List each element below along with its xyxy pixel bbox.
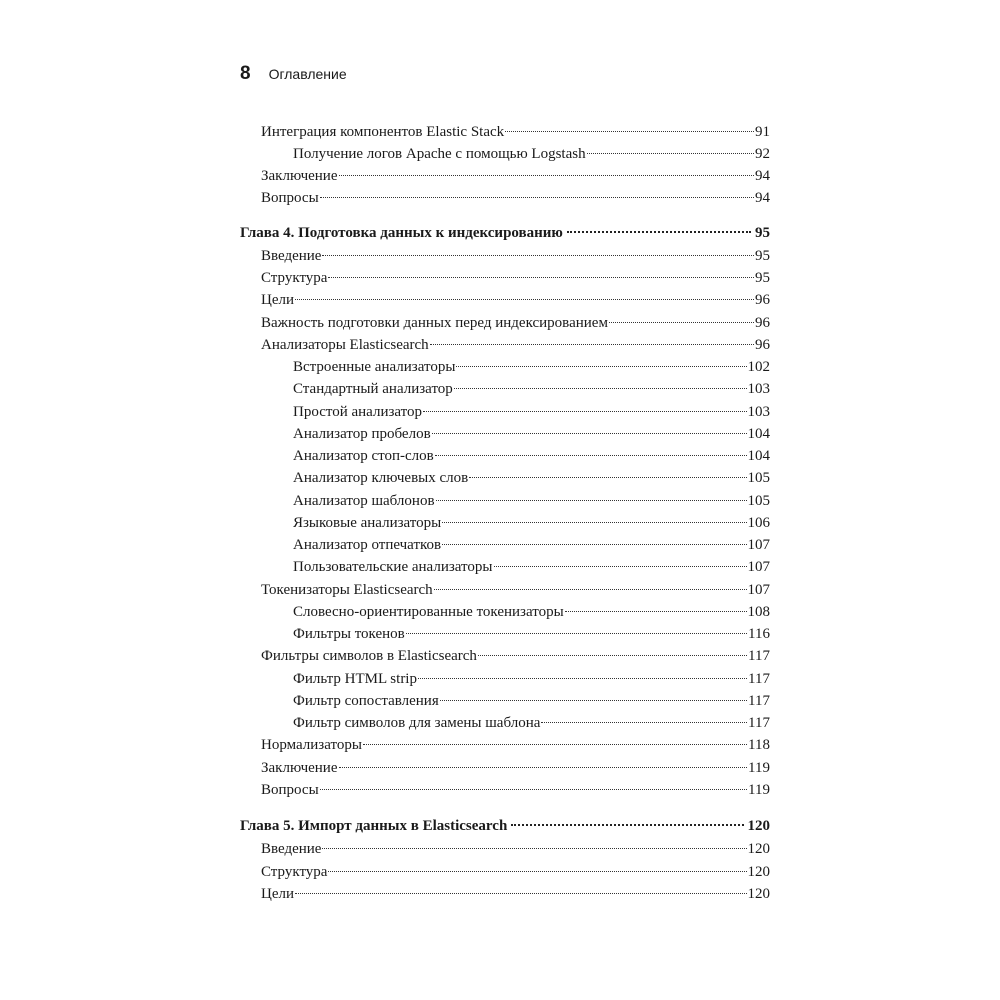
dot-leader xyxy=(456,365,746,367)
dot-leader xyxy=(442,543,746,545)
toc-entry-page: 105 xyxy=(747,470,770,486)
dot-leader xyxy=(587,152,754,154)
toc-entry-page: 120 xyxy=(747,886,770,902)
dot-leader xyxy=(469,476,746,478)
toc-entry-page: 94 xyxy=(755,168,770,184)
toc-entry-page: 95 xyxy=(755,248,770,264)
toc-section-row xyxy=(240,579,770,601)
toc-entry-title: Встроенные анализаторы xyxy=(293,359,456,375)
toc-entry-page: 94 xyxy=(755,190,770,206)
toc-entry-page: 106 xyxy=(747,515,770,531)
toc-entry-page: 96 xyxy=(755,337,770,353)
dot-leader xyxy=(454,387,747,389)
toc-entry-title: Стандартный анализатор xyxy=(293,381,453,397)
dot-leader xyxy=(418,677,747,679)
toc-entry-title: Получение логов Apache с помощью Logstash xyxy=(293,146,586,162)
toc-entry-title: Простой анализатор xyxy=(293,404,423,420)
toc-entry-title: Нормализаторы xyxy=(261,737,362,753)
toc-entry-title: Вопросы xyxy=(261,782,319,798)
dot-leader xyxy=(295,298,754,300)
toc-entry-title: Структура xyxy=(261,864,328,880)
toc-section-row xyxy=(240,121,770,143)
dot-leader xyxy=(567,230,751,233)
toc-entry-title: Структура xyxy=(261,270,328,286)
toc-entry-title: Анализаторы Elasticsearch xyxy=(261,337,429,353)
dot-leader xyxy=(430,343,754,345)
toc-entry-page: 104 xyxy=(747,448,770,464)
toc-entry-page: 107 xyxy=(747,559,770,575)
toc-entry-page: 107 xyxy=(747,537,770,553)
dot-leader xyxy=(442,521,746,523)
toc-entry-page: 119 xyxy=(748,760,770,776)
toc-entry-page: 102 xyxy=(747,359,770,375)
dot-leader xyxy=(434,588,747,590)
toc-section-row xyxy=(240,334,770,356)
toc-entry-page: 103 xyxy=(747,404,770,420)
toc-entry-title: Фильтры токенов xyxy=(293,626,405,642)
toc-entry-title: Фильтр HTML strip xyxy=(293,671,417,687)
toc-entry-title: Анализатор стоп-слов xyxy=(293,448,434,464)
dot-leader xyxy=(339,766,748,768)
toc-section-row xyxy=(240,779,770,801)
toc-entry-page: 95 xyxy=(755,225,770,241)
toc-entry-page: 116 xyxy=(748,626,770,642)
toc-entry-page: 119 xyxy=(748,782,770,798)
toc-section-row xyxy=(240,245,770,267)
toc-section-row xyxy=(240,838,770,860)
toc-entry-page: 96 xyxy=(755,315,770,331)
toc-entry-title: Важность подготовки данных перед индексированием xyxy=(261,315,608,331)
dot-leader xyxy=(494,565,747,567)
toc-entry-title: Фильтр сопоставления xyxy=(293,693,439,709)
toc-entry-title: Цели xyxy=(261,292,295,308)
toc-entry-title: Анализатор пробелов xyxy=(293,426,431,442)
dot-leader xyxy=(423,410,746,412)
toc-entry-page: 107 xyxy=(747,582,770,598)
running-title: Оглавление xyxy=(268,66,347,82)
dot-leader xyxy=(565,610,747,612)
toc-entry-title: Глава 4. Подготовка данных к индексированию xyxy=(240,225,563,241)
toc-subsection-row xyxy=(240,690,770,712)
toc-entry-page: 108 xyxy=(747,604,770,620)
toc-entry-title: Вопросы xyxy=(261,190,319,206)
dot-leader xyxy=(541,721,747,723)
toc-entry-page: 120 xyxy=(747,864,770,880)
toc-entry-title: Введение xyxy=(261,248,322,264)
toc-subsection-row xyxy=(240,534,770,556)
toc-subsection-row xyxy=(240,401,770,423)
toc-subsection-row xyxy=(240,712,770,734)
toc-subsection-row xyxy=(240,623,770,645)
toc-entry-title: Языковые анализаторы xyxy=(293,515,442,531)
toc-section-row xyxy=(240,757,770,779)
dot-leader xyxy=(322,847,746,849)
dot-leader xyxy=(440,699,747,701)
toc-entry-page: 96 xyxy=(755,292,770,308)
toc-section-row xyxy=(240,267,770,289)
toc-entry-title: Глава 5. Импорт данных в Elasticsearch xyxy=(240,818,508,834)
toc-entry-title: Пользовательские анализаторы xyxy=(293,559,493,575)
toc-entry-title: Анализатор ключевых слов xyxy=(293,470,469,486)
dot-leader xyxy=(478,654,747,656)
toc-entry-page: 103 xyxy=(747,381,770,397)
toc-section-row xyxy=(240,645,770,667)
toc-entry-page: 104 xyxy=(747,426,770,442)
dot-leader xyxy=(295,892,746,894)
toc-section-row xyxy=(240,165,770,187)
table-of-contents xyxy=(240,0,770,1000)
toc-entry-page: 120 xyxy=(747,841,770,857)
toc-section-row xyxy=(240,289,770,311)
dot-leader xyxy=(322,254,754,256)
toc-section-row xyxy=(240,187,770,209)
toc-entry-title: Цели xyxy=(261,886,295,902)
toc-entry-page: 117 xyxy=(748,693,770,709)
toc-entry-title: Интеграция компонентов Elastic Stack xyxy=(261,124,505,140)
dot-leader xyxy=(505,130,754,132)
toc-entry-title: Введение xyxy=(261,841,322,857)
toc-subsection-row xyxy=(240,378,770,400)
toc-entry-title: Заключение xyxy=(261,168,338,184)
toc-entry-page: 117 xyxy=(748,715,770,731)
toc-subsection-row xyxy=(240,490,770,512)
toc-subsection-row xyxy=(240,467,770,489)
toc-entry-title: Анализатор отпечатков xyxy=(293,537,442,553)
toc-subsection-row xyxy=(240,143,770,165)
toc-entry-title: Токенизаторы Elasticsearch xyxy=(261,582,433,598)
toc-entry-page: 91 xyxy=(755,124,770,140)
toc-chapter-row xyxy=(240,222,770,244)
dot-leader xyxy=(511,823,743,826)
dot-leader xyxy=(363,743,747,745)
toc-entry-title: Анализатор шаблонов xyxy=(293,493,435,509)
toc-entry-page: 92 xyxy=(755,146,770,162)
dot-leader xyxy=(435,454,747,456)
toc-entry-page: 120 xyxy=(747,818,770,834)
toc-subsection-row xyxy=(240,356,770,378)
toc-entry-title: Фильтры символов в Elasticsearch xyxy=(261,648,477,664)
page-number: 8 xyxy=(240,63,251,84)
dot-leader xyxy=(320,196,754,198)
toc-subsection-row xyxy=(240,556,770,578)
toc-subsection-row xyxy=(240,512,770,534)
toc-subsection-row xyxy=(240,445,770,467)
dot-leader xyxy=(432,432,747,434)
toc-entry-title: Фильтр символов для замены шаблона xyxy=(293,715,541,731)
toc-section-row xyxy=(240,883,770,905)
toc-chapter-row xyxy=(240,815,770,837)
toc-section-row xyxy=(240,312,770,334)
dot-leader xyxy=(320,788,747,790)
toc-section-row xyxy=(240,734,770,756)
toc-section-row xyxy=(240,861,770,883)
dot-leader xyxy=(436,499,747,501)
dot-leader xyxy=(339,174,755,176)
toc-entry-page: 117 xyxy=(748,648,770,664)
toc-subsection-row xyxy=(240,668,770,690)
dot-leader xyxy=(328,276,754,278)
toc-entry-page: 95 xyxy=(755,270,770,286)
dot-leader xyxy=(406,632,747,634)
toc-entry-page: 117 xyxy=(748,671,770,687)
toc-entry-title: Словесно-ориентированные токенизаторы xyxy=(293,604,564,620)
toc-subsection-row xyxy=(240,601,770,623)
dot-leader xyxy=(609,321,754,323)
toc-entry-title: Заключение xyxy=(261,760,338,776)
dot-leader xyxy=(328,870,746,872)
toc-entry-page: 105 xyxy=(747,493,770,509)
toc-subsection-row xyxy=(240,423,770,445)
toc-entry-page: 118 xyxy=(748,737,770,753)
